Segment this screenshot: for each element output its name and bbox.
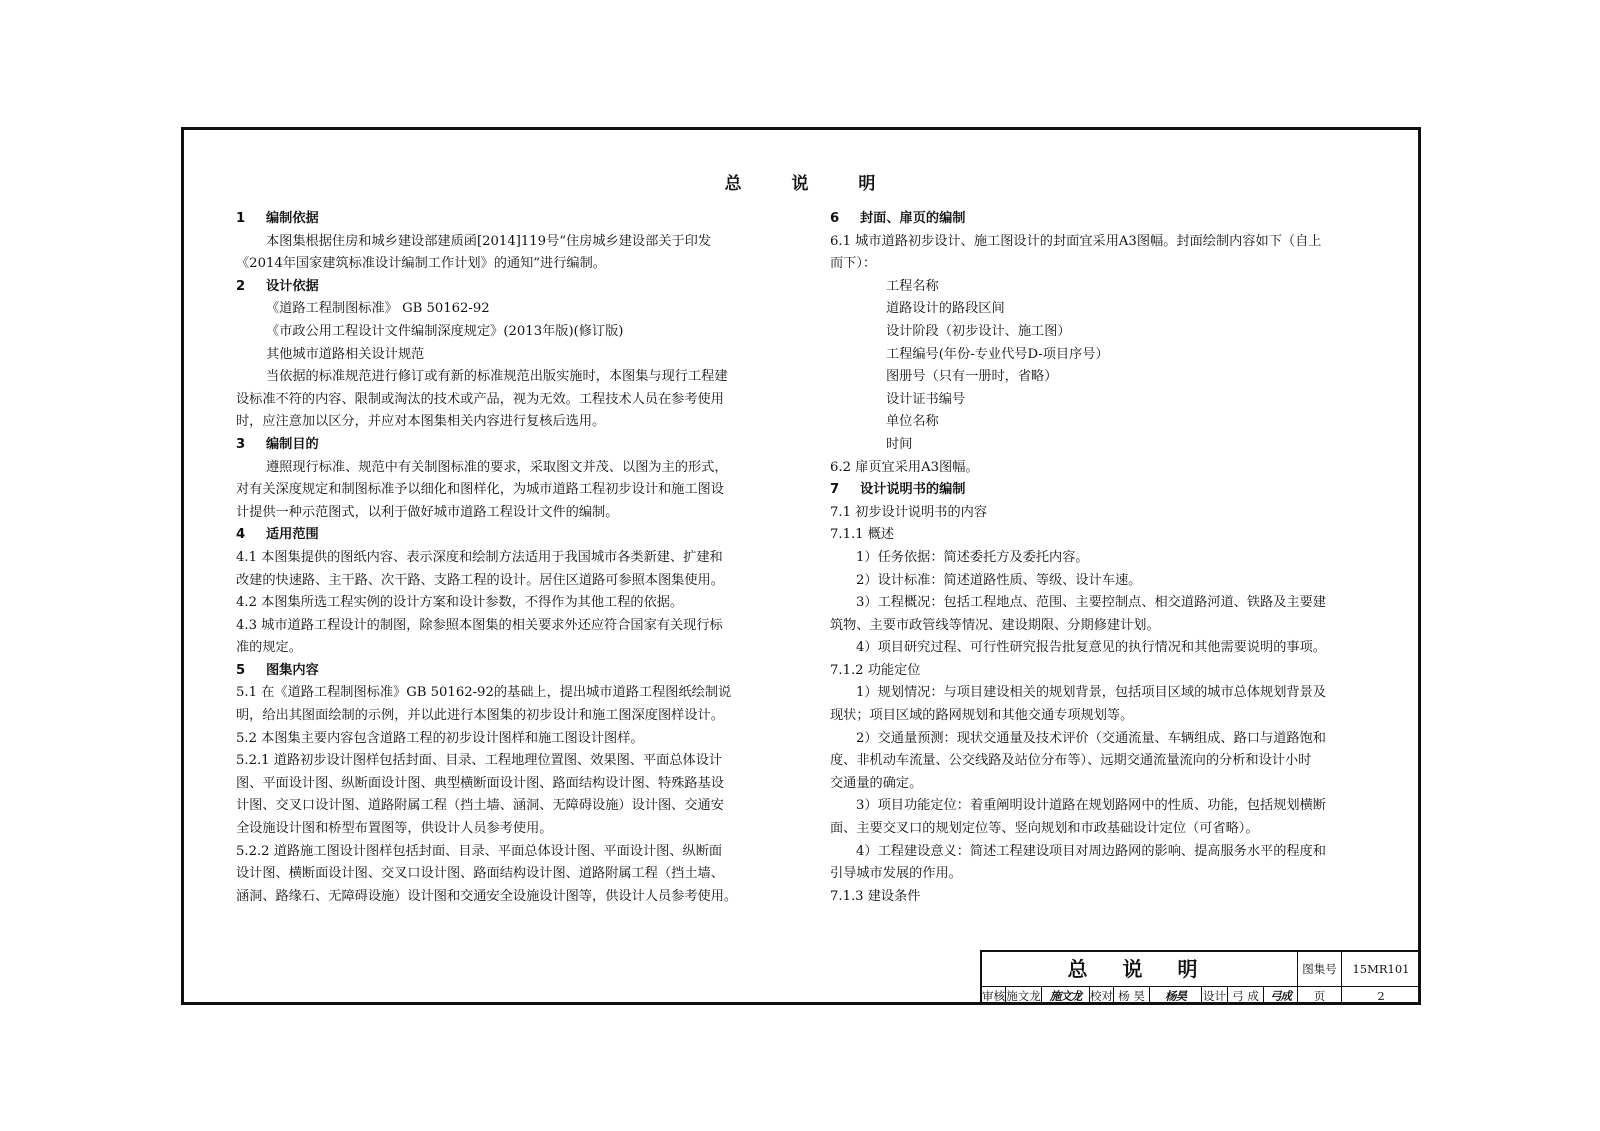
paragraph-line: 当依据的标准规范进行修订或有新的标准规范出版实施时，本图集与现行工程建: [266, 369, 728, 385]
cover-item: 道路设计的路段区间: [886, 301, 1005, 317]
designer-signature: 弓成: [1264, 987, 1298, 1005]
paragraph-line: 对有关深度规定和制图标准予以细化和图样化，为城市道路工程初步设计和施工图设: [236, 482, 724, 498]
paragraph-line: 遵照现行标准、规范中有关制图标准的要求，采取图文并茂、以图为主的形式，: [266, 459, 728, 475]
paragraph-line: 设计图、横断面设计图、交叉口设计图、路面结构设计图、道路附属工程（挡土墙、: [236, 866, 724, 882]
title-block-name: 总 说 明: [982, 952, 1298, 986]
paragraph-line: 时，应注意加以区分，并应对本图集相关内容进行复核后选用。: [236, 414, 606, 430]
paragraph-line: 1）规划情况：与项目建设相关的规划背景，包括项目区域的城市总体规划背景及: [856, 685, 1326, 701]
standard-item: 其他城市道路相关设计规范: [266, 346, 425, 362]
paragraph-line: 2）交通量预测：现状交通量及技术评价（交通流量、车辆组成、路口与道路饱和: [856, 730, 1326, 746]
paragraph-line: 5.2 本图集主要内容包含道路工程的初步设计图样和施工图设计图样。: [236, 730, 644, 746]
atlas-number-label: 图集号: [1298, 952, 1342, 986]
design-label: 设计: [1203, 989, 1226, 1003]
paragraph-line: 5.2.2 道路施工图设计图样包括封面、目录、平面总体设计图、平面设计图、纵断面: [236, 843, 723, 859]
section-heading-1: [236, 208, 776, 231]
check-label: 校对: [1090, 989, 1113, 1003]
paragraph-line: 7.1.2 功能定位: [830, 662, 921, 678]
paragraph-line: 面、主要交叉口的规划定位等、竖向规划和市政基础设计定位（可省略）。: [830, 821, 1259, 837]
cover-item: 单位名称: [886, 414, 939, 430]
section-7-body: [830, 502, 1370, 909]
cover-item: 设计证书编号: [886, 391, 966, 407]
section-heading-4: [236, 524, 776, 547]
section-title: 图集内容: [266, 662, 319, 678]
section-heading-2: [236, 276, 776, 299]
checker-name: 杨 昊: [1114, 987, 1150, 1005]
cover-item: 时间: [886, 436, 913, 452]
paragraph-line: 引导城市发展的作用。: [830, 866, 962, 882]
paragraph-line: 本图集根据住房和城乡建设部建质函[2014]119号“住房城乡建设部关于印发: [266, 233, 712, 249]
cover-item: 工程编号(年份-专业代号D-项目序号）: [886, 346, 1109, 362]
paragraph-line: 涵洞、路缘石、无障碍设施）设计图和交通安全设施设计图等，供设计人员参考使用。: [236, 888, 738, 904]
page-number: 2: [1377, 989, 1385, 1003]
checker-signature: 杨昊: [1150, 987, 1202, 1005]
paragraph-line: 5.2.1 道路初步设计图样包括封面、目录、工程地理位置图、效果图、平面总体设计: [236, 753, 723, 769]
section-number: 6: [830, 211, 840, 226]
right-column: [830, 208, 1370, 908]
standard-item: 《市政公用工程设计文件编制深度规定》(2013年版)(修订版): [266, 323, 624, 339]
paragraph-line: 4.1 本图集提供的图纸内容、表示深度和绘制方法适用于我国城市各类新建、扩建和: [236, 549, 723, 565]
section-number: 4: [236, 527, 246, 543]
paragraph-line: 5.1 在《道路工程制图标准》GB 50162-92的基础上，提出城市道路工程图纸绘制说: [236, 685, 732, 701]
section-number: 2: [236, 278, 246, 294]
title-block: [980, 950, 1420, 1005]
paragraph-line: 2）设计标准：简述道路性质、等级、设计车速。: [856, 572, 1142, 588]
paragraph-line: 度、非机动车流量、公交线路及站位分布等）、远期交通流量流向的分析和设计小时: [830, 753, 1312, 769]
section-title: 设计说明书的编制: [860, 482, 966, 498]
section-heading-7: [830, 479, 1370, 502]
paragraph-line: 而下）：: [830, 256, 877, 272]
paragraph-line: 明，给出其图面绘制的示例，并以此进行本图集的初步设计和施工图深度图样设计。: [236, 708, 724, 724]
section-number: 5: [236, 662, 246, 678]
paragraph-line: 计提供一种示范图式，以利于做好城市道路工程设计文件的编制。: [236, 504, 619, 520]
section-title: 编制依据: [266, 211, 319, 226]
paragraph-line: 改建的快速路、主干路、次干路、支路工程的设计。居住区道路可参照本图集使用。: [236, 572, 724, 588]
reviewer-name: 施文龙: [1006, 989, 1041, 1003]
designer-name: 弓 成: [1228, 987, 1264, 1005]
paragraph-line: 4）工程建设意义：简述工程建设项目对周边路网的影响、提高服务水平的程度和: [856, 843, 1326, 859]
atlas-number: 15MR101: [1352, 962, 1410, 976]
standard-item: 《道路工程制图标准》 GB 50162-92: [266, 301, 490, 317]
paragraph-line: 6.1 城市道路初步设计、施工图设计的封面宜采用A3图幅。封面绘制内容如下（自上: [830, 233, 1322, 249]
paragraph-line: 筑物、主要市政管线等情况、建设期限、分期修建计划。: [830, 617, 1160, 633]
paragraph-line: 3）项目功能定位：着重阐明设计道路在规划路网中的性质、功能，包括规划横断: [856, 798, 1326, 814]
paragraph-line: 4）项目研究过程、可行性研究报告批复意见的执行情况和其他需要说明的事项。: [856, 640, 1326, 656]
paragraph-line: 3）工程概况：包括工程地点、范围、主要控制点、相交道路河道、铁路及主要建: [856, 595, 1326, 611]
section-title: 适用范围: [266, 527, 319, 543]
paragraph-line: 《2014年国家建筑标准设计编制工作计划》的通知”进行编制。: [236, 256, 606, 272]
paragraph-line: 图、平面设计图、纵断面设计图、典型横断面设计图、路面结构设计图、特殊路基设: [236, 775, 724, 791]
paragraph-line: 7.1.3 建设条件: [830, 888, 921, 904]
paragraph-line: 4.3 城市道路工程设计的制图，除参照本图集的相关要求外还应符合国家有关现行标: [236, 617, 723, 633]
section-title: 设计依据: [266, 278, 319, 294]
page-label: 页: [1298, 987, 1342, 1005]
section-title: 封面、扉页的编制: [860, 211, 966, 226]
cover-item: 设计阶段（初步设计、施工图）: [886, 323, 1071, 339]
paragraph-line: 全设施设计图和桥型布置图等，供设计人员参考使用。: [236, 821, 553, 837]
review-label: 审核: [982, 989, 1005, 1003]
section-number: 1: [236, 211, 246, 226]
section-heading-6: [830, 208, 1370, 231]
section-title: 编制目的: [266, 436, 319, 452]
page-title: 总 说 明: [724, 174, 898, 194]
paragraph-line: 7.1 初步设计说明书的内容: [830, 504, 988, 520]
paragraph-line: 1）任务依据：简述委托方及委托内容。: [856, 549, 1089, 565]
paragraph-line: 准的规定。: [236, 640, 302, 656]
cover-item: 工程名称: [886, 278, 939, 294]
section-number: 7: [830, 482, 840, 498]
section-heading-5: [236, 660, 776, 683]
left-column: [236, 208, 776, 908]
paragraph-line: 6.2 扉页宜采用A3图幅。: [830, 459, 979, 475]
paragraph-line: 7.1.1 概述: [830, 527, 895, 543]
paragraph-line: 交通量的确定。: [830, 775, 923, 791]
section-heading-3: [236, 434, 776, 457]
reviewer-signature: 施文龙: [1042, 987, 1090, 1005]
paragraph-line: 计图、交叉口设计图、道路附属工程（挡土墙、涵洞、无障碍设施）设计图、交通安: [236, 798, 724, 814]
paragraph-line: 4.2 本图集所选工程实例的设计方案和设计参数，不得作为其他工程的依据。: [236, 595, 684, 611]
paragraph-line: 设标准不符的内容、限制或淘汰的技术或产品，视为无效。工程技术人员在参考使用: [236, 391, 724, 407]
paragraph-line: 现状；项目区域的路网规划和其他交通专项规划等。: [830, 708, 1134, 724]
cover-item: 图册号（只有一册时，省略）: [886, 369, 1058, 385]
section-number: 3: [236, 436, 246, 452]
